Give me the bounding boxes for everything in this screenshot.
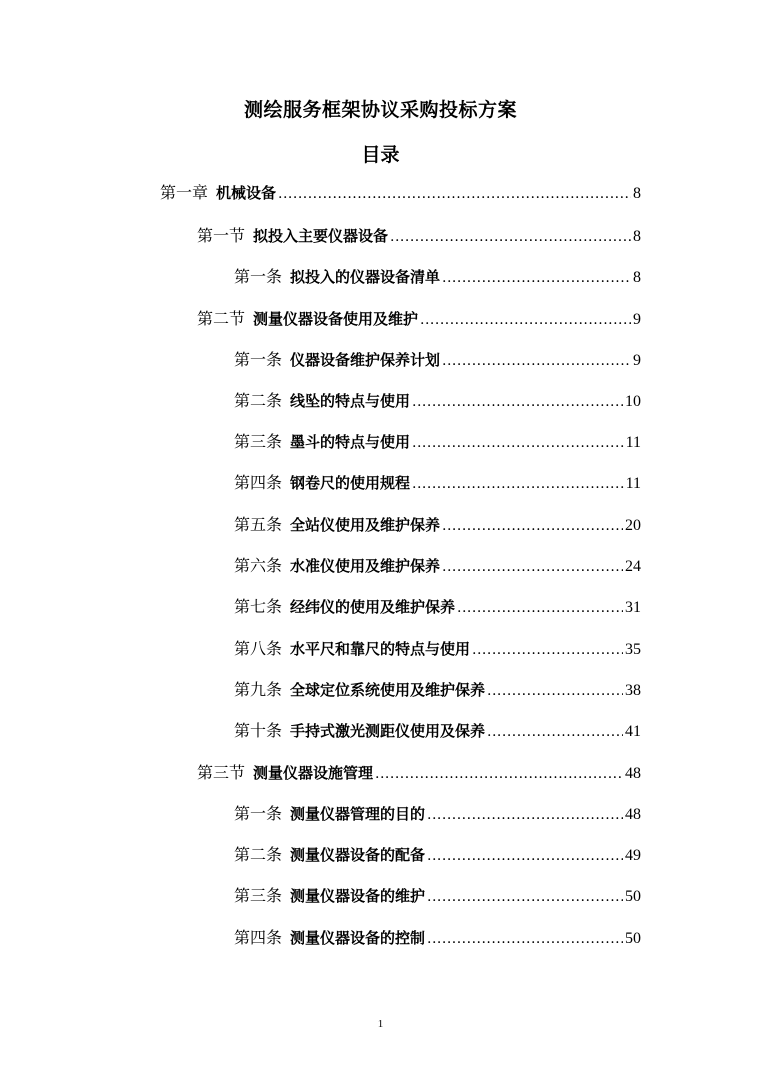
toc-dot-leader — [427, 843, 623, 869]
toc-entry-title: 拟投入的仪器设备清单 — [290, 268, 441, 286]
toc-entry-title: 测量仪器设备的维护 — [290, 887, 426, 905]
toc-entry-page: 41 — [625, 723, 641, 740]
toc-entry[interactable] — [197, 223, 641, 249]
toc-heading: 目录 — [361, 144, 400, 166]
toc-entry[interactable] — [234, 264, 641, 290]
toc-entry-number: 第四条 — [234, 473, 283, 492]
toc-entry-page: 24 — [625, 558, 641, 575]
toc-entry-title: 水平尺和靠尺的特点与使用 — [290, 640, 471, 658]
toc-entry-title: 测量仪器设备使用及维护 — [253, 310, 419, 328]
toc-entry[interactable] — [197, 306, 641, 332]
toc-entry-page: 11 — [625, 434, 641, 451]
toc-entry-title: 钢卷尺的使用规程 — [290, 474, 411, 492]
toc-entry[interactable] — [234, 883, 641, 909]
toc-entry-page: 8 — [633, 269, 641, 286]
toc-entry-number: 第九条 — [234, 680, 283, 699]
toc-entry-title: 线坠的特点与使用 — [290, 392, 411, 410]
toc-entry[interactable] — [234, 553, 641, 579]
toc-entry[interactable] — [234, 594, 641, 620]
toc-dot-leader — [427, 884, 623, 910]
toc-entry[interactable] — [234, 677, 641, 703]
toc-entry-number: 第二条 — [234, 845, 283, 864]
toc-entry-title: 测量仪器设施管理 — [253, 764, 374, 782]
toc-entry[interactable] — [234, 718, 641, 744]
toc-entry-page: 35 — [625, 641, 641, 658]
toc-entry-page: 49 — [625, 847, 641, 864]
page-number: 1 — [377, 1018, 384, 1030]
toc-entry[interactable] — [234, 388, 641, 414]
toc-entry-title: 全球定位系统使用及维护保养 — [290, 681, 486, 699]
toc-entry-number: 第二条 — [234, 391, 283, 410]
toc-dot-leader — [457, 595, 623, 621]
toc-dot-leader — [412, 471, 624, 497]
toc-entry-page: 10 — [625, 393, 641, 410]
toc-entry-number: 第四条 — [234, 928, 283, 947]
toc-entry-number: 第七条 — [234, 597, 283, 616]
toc-entry[interactable] — [234, 925, 641, 951]
toc-entry[interactable] — [234, 842, 641, 868]
toc-entry-page: 20 — [625, 517, 641, 534]
toc-entry-number: 第一条 — [234, 804, 283, 823]
toc-dot-leader — [412, 389, 623, 415]
toc-entry-number: 第一条 — [234, 267, 283, 286]
toc-entry-title: 拟投入主要仪器设备 — [253, 227, 389, 245]
toc-entry-title: 全站仪使用及维护保养 — [290, 516, 441, 534]
toc-entry-page: 48 — [625, 806, 641, 823]
toc-entry[interactable] — [234, 470, 641, 496]
toc-dot-leader — [412, 430, 624, 456]
toc-dot-leader — [427, 802, 623, 828]
toc-entry-title: 仪器设备维护保养计划 — [290, 351, 441, 369]
toc-entry-title: 手持式激光测距仪使用及保养 — [290, 722, 486, 740]
toc-entry[interactable] — [160, 180, 641, 206]
toc-dot-leader — [442, 265, 631, 291]
document-title: 测绘服务框架协议采购投标方案 — [243, 99, 517, 121]
toc-entry-number: 第五条 — [234, 515, 283, 534]
toc-dot-leader — [420, 307, 631, 333]
toc-entry-title: 墨斗的特点与使用 — [290, 433, 411, 451]
toc-entry-page: 11 — [625, 475, 641, 492]
toc-entry-title: 经纬仪的使用及维护保养 — [290, 598, 456, 616]
toc-entry-page: 31 — [625, 599, 641, 616]
toc-dot-leader — [472, 637, 623, 663]
toc-entry-number: 第六条 — [234, 556, 283, 575]
toc-entry-page: 9 — [633, 311, 641, 328]
toc-entry-page: 50 — [625, 930, 641, 947]
toc-entry-page: 38 — [625, 682, 641, 699]
toc-entry-page: 48 — [625, 765, 641, 782]
toc-entry-number: 第八条 — [234, 639, 283, 658]
toc-entry-number: 第三条 — [234, 886, 283, 905]
toc-entry-number: 第十条 — [234, 721, 283, 740]
toc-dot-leader — [390, 224, 631, 250]
toc-entry-number: 第一章 — [160, 183, 209, 202]
toc-entry-page: 9 — [633, 352, 641, 369]
toc-dot-leader — [278, 181, 631, 207]
toc-entry-title: 水准仪使用及维护保养 — [290, 557, 441, 575]
toc-entry-number: 第三条 — [234, 432, 283, 451]
toc-dot-leader — [487, 719, 623, 745]
toc-entry-page: 8 — [633, 228, 641, 245]
toc-entry-title: 测量仪器管理的目的 — [290, 805, 426, 823]
toc-entry-page: 8 — [633, 185, 641, 202]
toc-entry-number: 第一节 — [197, 226, 246, 245]
toc-entry-page: 50 — [625, 888, 641, 905]
toc-dot-leader — [442, 554, 623, 580]
toc-entry-title: 测量仪器设备的控制 — [290, 929, 426, 947]
toc-entry-number: 第一条 — [234, 350, 283, 369]
toc-entry-number: 第二节 — [197, 309, 246, 328]
toc-dot-leader — [442, 513, 623, 539]
toc-entry[interactable] — [234, 347, 641, 373]
toc-entry-number: 第三节 — [197, 763, 246, 782]
toc-entry-title: 测量仪器设备的配备 — [290, 846, 426, 864]
toc-entry[interactable] — [197, 760, 641, 786]
toc-entry[interactable] — [234, 636, 641, 662]
toc-dot-leader — [442, 348, 631, 374]
toc-dot-leader — [427, 926, 623, 952]
toc-entry[interactable] — [234, 512, 641, 538]
toc-entry[interactable] — [234, 801, 641, 827]
toc-entry-title: 机械设备 — [216, 184, 277, 202]
toc-entry[interactable] — [234, 429, 641, 455]
toc-dot-leader — [487, 678, 623, 704]
toc-dot-leader — [375, 761, 623, 787]
